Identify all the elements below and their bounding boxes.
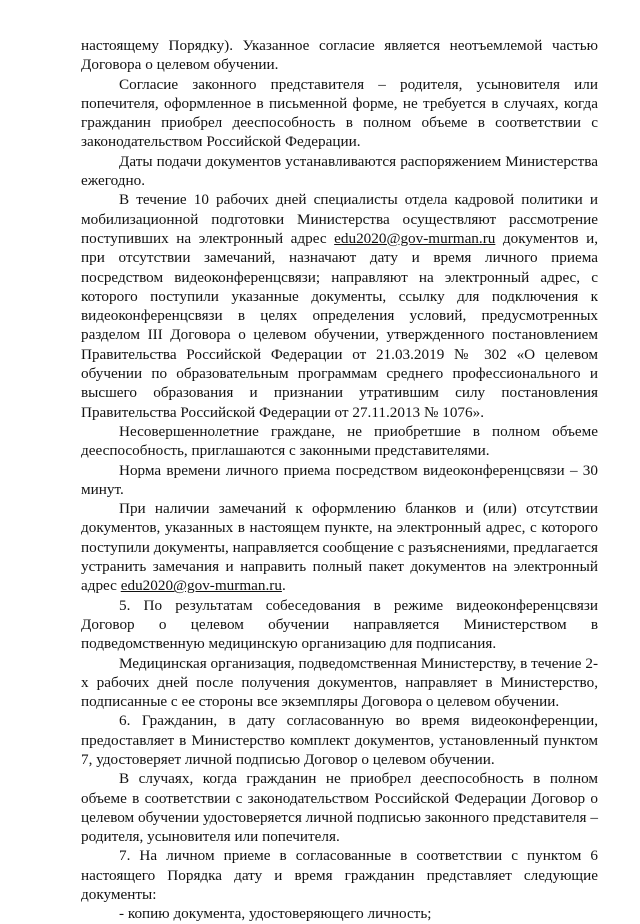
- paragraph-text: Несовершеннолетние граждане, не приобретшие в полном объеме дееспособность, приглашаются с законными представителями.: [81, 422, 598, 460]
- paragraph-text: .: [281, 577, 286, 595]
- paragraph-text: Медицинская организация, подведомственная Министерству, в течение 2-х рабочих дней после получения документов, направляет в Министерство, подписанные с ее стороны все экземпляры Договора о целевом обучении.: [81, 654, 598, 711]
- paragraph-consent-part-of-contract: [81, 36, 598, 75]
- paragraph-time-norm: [81, 461, 598, 500]
- paragraph-item-7: [81, 846, 598, 904]
- paragraph-legal-representative: [81, 769, 598, 846]
- paragraph-text: документов и, при отсутствии замечаний, назначают дату и время личного приема посредством видеоконференцсвязи; направляют на электронный адрес, с которого поступили указанные документы, ссылку для подключения к видеоконференцсвязи в целях определения условий, предусмотренных разделом III Договора о целевом обучении, утвержденного постановлением Правительства Российской Федерации от 21.03.2019 № 302 «О целевом обучении по образовательным программам среднего профессионального и высшего образования и признании утратившим силу постановления Правительства Российской Федерации от 27.11.2013 № 1076».: [81, 229, 598, 421]
- email-link[interactable]: edu2020@gov-murman.ru: [334, 229, 496, 247]
- email-link[interactable]: edu2020@gov-murman.ru: [120, 577, 282, 595]
- paragraph-submission-dates: [81, 152, 598, 191]
- paragraph-remarks: [81, 499, 598, 595]
- paragraph-text: 6. Гражданин, в дату согласованную во время видеоконференции, предоставляет в Министерство комплект документов, установленный пунктом 7, удостоверяет личной подписью Договор о целевом обучении.: [81, 712, 598, 768]
- list-item-identity-document: [81, 904, 598, 923]
- paragraph-text: В случаях, когда гражданин не приобрел дееспособность в полном объеме в соответствии с законодательством Российской Федерации Договор о целевом обучении удостоверяется личной подписью законного представителя – родителя, усыновителя или попечителя.: [81, 770, 598, 846]
- paragraph-consent-not-required: [81, 75, 598, 152]
- paragraph-text: настоящему Порядку). Указанное согласие является неотъемлемой частью Договора о целевом обучении.: [81, 37, 598, 74]
- paragraph-review-process: [81, 190, 598, 422]
- paragraph-item-5: [81, 596, 598, 654]
- paragraph-text: Норма времени личного приема посредством видеоконференцсвязи – 30 минут.: [81, 461, 598, 498]
- paragraph-text: При наличии замечаний к оформлению бланков и (или) отсутствии документов, указанных в настоящем пункте, на электронный адрес, с которого поступили документы, направляется сообщение с разъяснениями, предлагается устранить замечания и направить полный пакет документов на электронный адрес: [81, 500, 598, 595]
- document-page: [81, 36, 598, 924]
- paragraph-medical-organization: [81, 654, 598, 712]
- paragraph-item-6: [81, 711, 598, 769]
- paragraph-text: 5. По результатам собеседования в режиме видеоконференцсвязи Договор о целевом обучении направляется Министерством в подведомственную медицинскую организацию для подписания.: [81, 596, 598, 653]
- paragraph-text: 7. На личном приеме в согласованные в соответствии с пунктом 6 настоящего Порядка дату и время гражданин представляет следующие документы:: [81, 847, 598, 904]
- paragraph-text: В течение 10 рабочих дней специалисты отдела кадровой политики и мобилизационной подготовки Министерства осуществляют рассмотрение поступивших на электронный адрес: [81, 191, 598, 247]
- paragraph-text: Согласие законного представителя – родителя, усыновителя или попечителя, оформленное в письменной форме, не требуется в случаях, когда гражданин приобрел дееспособность в полном объеме в соответствии с законодательством Российской Федерации.: [81, 75, 598, 151]
- paragraph-text: - копию документа, удостоверяющего личность;: [119, 905, 432, 923]
- paragraph-minors: [81, 422, 598, 461]
- paragraph-text: Даты подачи документов устанавливаются распоряжением Министерства ежегодно.: [81, 152, 598, 190]
